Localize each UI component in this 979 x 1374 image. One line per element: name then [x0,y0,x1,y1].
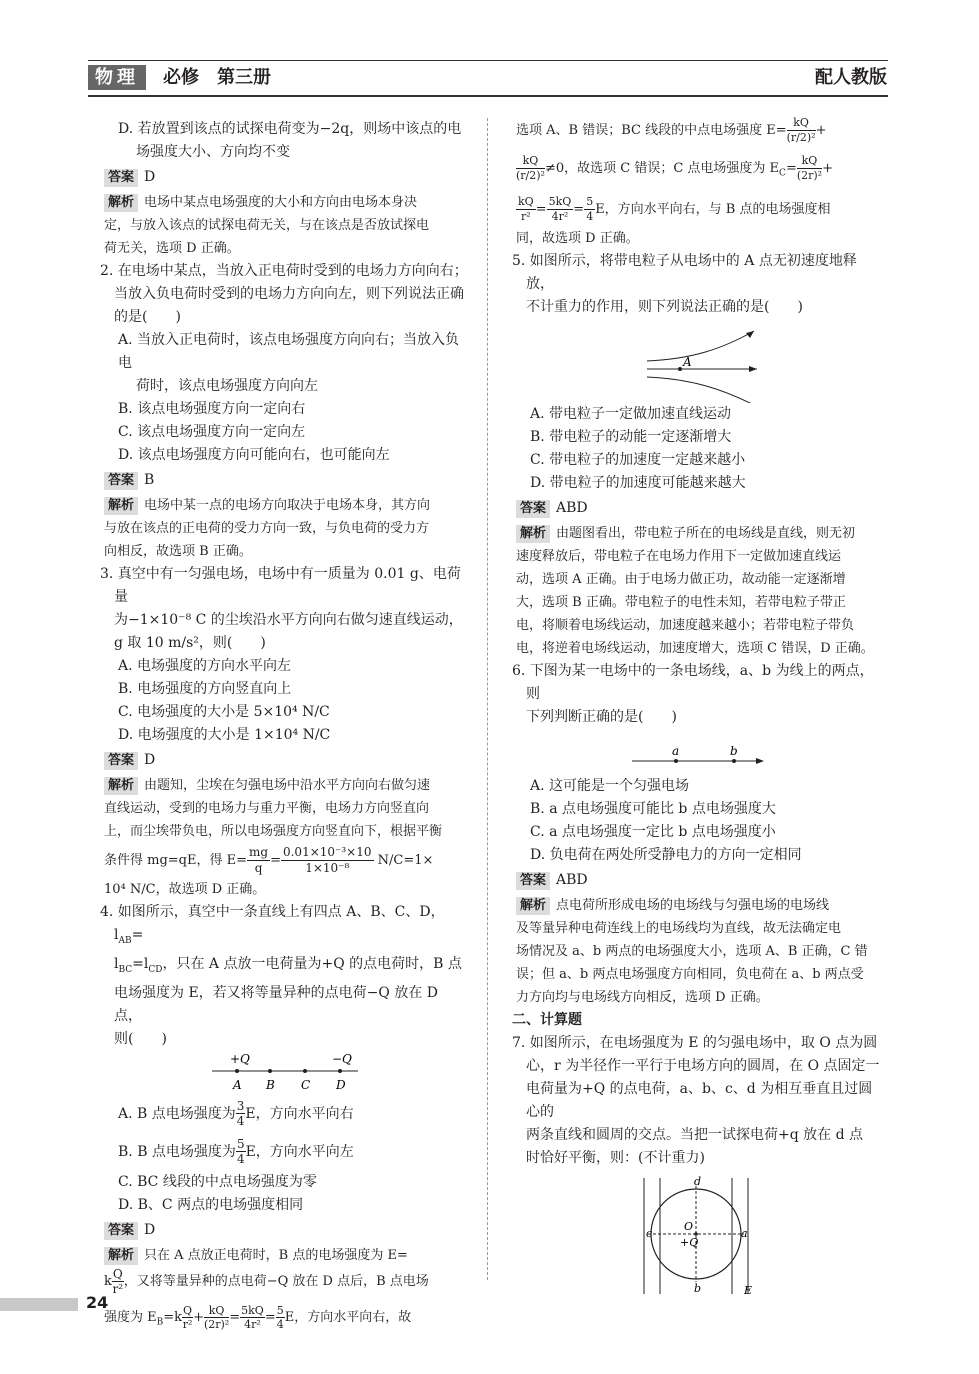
question-text: 当放入负电荷时受到的电场力方向向左，则下列说法正确 [114,286,464,302]
answer-line [100,1219,470,1242]
explanation-text: 10⁴ N/C，故选项 D 正确。 [104,882,266,897]
answer-line [100,749,470,772]
numerator: 5kQ [548,194,572,208]
answer-tag: 答案 [104,169,138,187]
explanation-tag: 解析 [516,897,550,915]
numerator: mg [249,845,269,859]
question-text: 的是( ) [114,309,181,325]
explanation-tag: 解析 [104,194,138,212]
label-b: b [694,1281,702,1295]
label-a: a [741,1226,748,1240]
question-text: 下列判断正确的是( ) [526,708,677,725]
explanation-tag: 解析 [104,777,138,795]
option-b: B. a 点电场强度可能比 b 点电场强度大 [530,800,776,817]
denominator: 4 [236,1152,245,1167]
explanation-text: 选项 A、B 错误；BC 线段的中点电场强度 E= [516,123,787,138]
question-text: 7. 如图所示，在电场强度为 E 的匀强电场中，取 O 点为圆 [512,1034,878,1051]
label-d: d [694,1174,702,1188]
operator: + [815,123,827,138]
subject-badge: 物理 [88,65,146,90]
figure-single-line [512,729,884,775]
equals: = [270,853,281,868]
option-b: B. 电场强度的方向竖直向上 [118,681,292,697]
explanation-text: 电，将逆着电场线运动，加速度增大，选项 C 错误，D 正确。 [516,640,874,656]
formula-line [512,112,884,150]
option-d: D. 负电荷在两处所受静电力的方向一定相同 [530,846,802,863]
point-d [338,1069,342,1073]
numerator: 5kQ [241,1303,264,1317]
question-4 [100,901,470,1051]
explanation-text: 条件得 mg=qE，得 E= [104,853,248,868]
question-text: 不计重力的作用，则下列说法正确的是( ) [526,298,803,315]
page-number: 24 [86,1293,109,1312]
explanation-text: 强度为 E [104,1309,157,1325]
option-a: A. 带电粒子一定做加速直线运动 [530,405,732,422]
explanation-text: 由题图看出，带电粒子所在的电场线是直线，则无初 [556,525,856,541]
fraction [276,1304,285,1331]
question-5 [512,250,884,319]
explanation-text: 定，与放入该点的试探电荷无关，与在该点是否放试探电 [104,218,430,233]
explanation-text: 误；但 a、b 两点电场强度方向相同，负电荷在 a、b 两点受 [516,966,864,982]
explanation-text: 只在 A 点放正电荷时，B 点的电场强度为 E= [144,1247,408,1263]
label-a: A [683,354,692,369]
numerator: kQ [787,116,816,131]
header-rule-top [88,60,888,61]
answer-line [100,166,470,189]
option-c: C. BC 线段的中点电场强度为零 [118,1173,317,1190]
fraction [182,1304,193,1331]
option-a [100,1099,470,1129]
explanation-text: 电场中某点电场强度的大小和方向由电场本身决 [144,195,418,210]
answer-line [512,497,884,520]
question-text: 时恰好平衡，则：(不计重力) [526,1149,705,1166]
fraction [797,154,822,183]
operator: + [822,161,833,176]
fraction [236,1099,246,1128]
explanation [100,774,470,843]
explanation [100,191,470,260]
formula-line [100,1303,470,1338]
numerator: kQ [204,1304,229,1318]
fraction [547,195,574,224]
option-a-cont: 荷时，该点电场强度方向向左 [136,378,318,394]
numerator: 0.01×10⁻³×10 [282,845,372,859]
numerator: 5 [276,1303,284,1317]
answer-value: D [144,752,156,768]
figure-four-points [100,1051,470,1097]
question-text: 则( ) [114,1030,167,1047]
figure-circle-field [512,1174,884,1298]
fraction [787,116,816,145]
label-c: c [646,1226,653,1240]
fraction [204,1304,229,1331]
footer-bar [0,1298,78,1311]
formula-line [512,193,884,227]
fraction [281,845,374,876]
explanation-text: 电，将顺着电场线运动，加速度越来越小；若带电粒子带负 [516,617,855,633]
label-d: D [336,1077,346,1092]
answer-line [100,469,470,492]
formula-line [100,845,470,876]
equals: = [229,1309,241,1325]
option-c: C. a 点电场强度一定比 b 点电场强度小 [530,823,776,840]
option-text: E，方向水平向右 [245,1105,354,1122]
answer-tag: 答案 [104,752,138,770]
explanation [100,1244,470,1267]
arrow-icon [746,331,754,338]
explanation-text: 同，故选项 D 正确。 [516,230,639,246]
point-b [732,759,736,763]
field-line-upper [647,331,754,361]
explanation-text: 由题知，尘埃在匀强电场中沿水平方向向右做匀速 [144,778,431,793]
option-text: E，方向水平向左 [245,1143,354,1160]
option-a: A. 电场强度的方向水平向左 [118,658,292,674]
equals: = [785,161,797,176]
label-o: O [684,1219,694,1233]
charge-label-negative: −Q [332,1051,352,1066]
question-text: 2. 在电场中某点，当放入正电荷时受到的电场力方向向右； [100,263,468,279]
explanation-tag: 解析 [104,497,138,515]
question-6 [512,660,884,729]
subscript: AB [118,935,132,946]
explanation-text: 力方向均与电场线方向相反，选项 D 正确。 [516,989,769,1005]
field-line-lower [647,377,754,403]
numerator: kQ [518,194,534,208]
left-column [100,118,470,1337]
single-field-line-diagram [512,729,884,775]
numerator: Q [112,1266,123,1281]
point-c [303,1069,307,1073]
fraction [516,154,545,183]
option-text: 场强度大小、方向均不变 [136,144,290,160]
option-c: C. 该点电场强度方向一定向左 [118,424,306,440]
question-text: 心，r 为半径作一平行于电场方向的圆周，在 O 点固定一 [526,1057,880,1074]
explanation-text: 与放在该点的正电荷的受力方向一致，与负电荷的受力方 [104,521,430,536]
point-a [678,367,682,371]
explanation-tag: 解析 [516,525,550,543]
numerator: 3 [236,1099,245,1114]
answer-value: D [144,169,156,185]
subscript: B [156,1317,164,1328]
denominator: (2r)² [203,1317,230,1331]
denominator: r² [521,209,531,223]
option-d: D. 电场强度的大小是 1×10⁴ N/C [118,727,331,743]
option-a: A. 当放入正电荷时，该点电场强度方向向右；当放入负电 [118,332,460,371]
option-d: D. 该点电场强度方向可能向右，也可能向左 [118,447,390,463]
numerator: 5 [586,194,594,208]
label-a: a [672,743,680,758]
answer-value: ABD [556,871,588,888]
explanation [100,494,470,563]
label-b: B [266,1077,275,1092]
fraction [112,1267,124,1296]
label-a: A [233,1077,242,1092]
label-c: C [301,1077,311,1092]
question-text: l [114,955,119,972]
denominator: (r/2)² [786,131,816,144]
explanation-text: =k [163,1309,183,1325]
option-d: D. B、C 两点的电场强度相同 [118,1196,304,1213]
answer-line [512,869,884,892]
denominator: 4r² [551,209,569,223]
explanation-text: 向相反，故选项 B 正确。 [104,544,252,559]
edition-label: 配人教版 [815,67,887,88]
numerator: kQ [797,154,822,169]
explanation-text: ，又将等量异种的点电荷−Q 放在 D 点后，B 点电场 [123,1273,429,1289]
denominator: 4 [586,209,594,223]
right-column [512,118,884,1298]
denominator: r² [112,1281,124,1296]
label-charge: +Q [680,1235,699,1249]
explanation-text: 及等量异种电荷连线上的电场线均为直线，故无法确定电 [516,920,842,936]
equals: = [573,201,585,217]
question-text: 5. 如图所示，将带电粒子从电场中的 A 点无初速度地释放， [512,252,857,292]
explanation-text: 速度释放后，带电粒子在电场力作用下一定做加速直线运 [516,548,842,564]
book-title: 必修 第三册 [163,67,271,88]
point-b [268,1069,272,1073]
question-text: g 取 10 m/s²，则( ) [114,635,266,651]
denominator: q [254,861,263,875]
denominator: r² [182,1317,193,1331]
question-text: 电场强度为 E，若又将等量异种的点电荷−Q 放在 D 点， [114,984,439,1024]
subscript: C [779,168,786,179]
explanation-text: k [104,1273,112,1289]
answer-tag: 答案 [516,500,550,518]
denominator: 1×10⁻⁸ [305,861,350,875]
numerator: Q [183,1303,193,1317]
explanation [512,522,884,660]
question-7 [512,1032,884,1170]
circle-field-diagram [512,1174,884,1298]
arrow-icon [756,758,764,764]
fraction [584,195,595,224]
label-b: b [730,743,738,758]
equals: = [535,201,547,217]
denominator: (r/2)² [516,169,545,182]
fraction [247,845,270,876]
option-b [100,1137,470,1167]
subscript: BC [118,964,133,975]
explanation-text: 直线运动，受到的电场力与重力平衡，电场力方向竖直向 [104,801,430,816]
question-text: 为−1×10⁻⁸ C 的尘埃沿水平方向向右做匀速直线运动， [114,612,463,628]
charge-label-positive: +Q [230,1051,250,1066]
formula-line [512,150,884,193]
question-2 [100,260,470,329]
numerator: kQ [516,154,545,169]
answer-value: B [144,472,155,488]
explanation-text: 荷无关，选项 D 正确。 [104,241,240,256]
option-c: C. 电场强度的大小是 5×10⁴ N/C [118,704,330,720]
option-text: D. 若放置到该点的试探电荷变为−2q，则场中该点的电 [118,121,462,137]
answer-value: ABD [556,499,588,516]
explanation-text: E，方向水平向右，与 B 点的电场强度相 [595,201,831,217]
fraction [240,1304,265,1331]
numerator: 5 [236,1137,245,1152]
explanation-tag: 解析 [104,1247,138,1265]
question-text: 3. 真空中有一匀强电场，电场中有一质量为 0.01 g、电荷量 [100,566,461,605]
point-a [235,1069,239,1073]
explanation-text: 电场中某一点的电场方向取决于电场本身，其方向 [144,498,431,513]
question-text: =l [132,955,149,972]
question-text: 电荷量为+Q 的点电荷，a、b、c、d 为相互垂直且过圆心的 [526,1080,873,1120]
question-text: = [131,927,144,943]
option-text: A. B 点电场强度为 [118,1105,236,1122]
explanation-text: ≠0，故选项 C 错误；C 点电场强度为 E [544,161,780,176]
question-text: 4. 如图所示，真空中一条直线上有四点 A、B、C、D，l [100,904,445,943]
answer-tag: 答案 [104,472,138,490]
explanation-text: N/C=1× [373,853,434,868]
denominator: (2r)² [796,169,823,182]
point-a [674,759,678,763]
option-c: C. 带电粒子的加速度一定越来越小 [530,451,746,468]
figure-field-lines [512,319,884,403]
question-3 [100,563,470,655]
option-text: B. B 点电场强度为 [118,1143,236,1160]
option-b: B. 带电粒子的动能一定逐渐增大 [530,428,732,445]
question-text: ，只在 A 点放一电荷量为+Q 的点电荷时，B 点 [162,955,462,972]
explanation-text: E，方向水平向右，故 [284,1309,412,1325]
field-lines-diagram [512,319,884,403]
column-divider [487,118,488,1280]
fraction [236,1137,246,1166]
explanation-text: 点电荷所形成电场的电场线与匀强电场的电场线 [556,897,830,913]
option-a: A. 这可能是一个匀强电场 [530,777,690,794]
denominator: 4 [276,1317,284,1331]
equals: = [264,1309,276,1325]
question-text: 两条直线和圆周的交点。当把一试探电荷+q 放在 d 点 [526,1126,864,1143]
explanation [512,894,884,1009]
formula-line [100,1267,470,1297]
header-rule-bottom [88,95,888,97]
answer-value: D [144,1221,156,1238]
subscript: CD [148,964,163,975]
explanation-text: 大，选项 B 正确。带电粒子的电性未知，若带电粒子带正 [516,594,846,610]
denominator: 4r² [244,1317,261,1331]
fraction [516,195,536,224]
section-heading: 二、计算题 [512,1011,582,1028]
answer-tag: 答案 [516,872,550,890]
option-d: D. 带电粒子的加速度可能越来越大 [530,474,746,491]
question-text: 6. 下图为某一电场中的一条电场线，a、b 为线上的两点，则 [512,662,874,702]
explanation-text: 场情况及 a、b 两点的电场强度大小，选项 A、B 正确，C 错 [516,943,868,959]
answer-tag: 答案 [104,1222,138,1240]
explanation-text: 动，选项 A 正确。由于电场力做正功，故动能一定逐渐增 [516,571,846,587]
operator: + [193,1309,204,1325]
explanation-text: 上，而尘埃带负电，所以电场强度方向竖直向下，根据平衡 [104,824,443,839]
option-b: B. 该点电场强度方向一定向右 [118,401,306,417]
four-points-diagram [100,1051,470,1097]
denominator: 4 [236,1114,245,1129]
label-field-e: E [744,1283,753,1297]
arrow-icon [749,366,757,372]
